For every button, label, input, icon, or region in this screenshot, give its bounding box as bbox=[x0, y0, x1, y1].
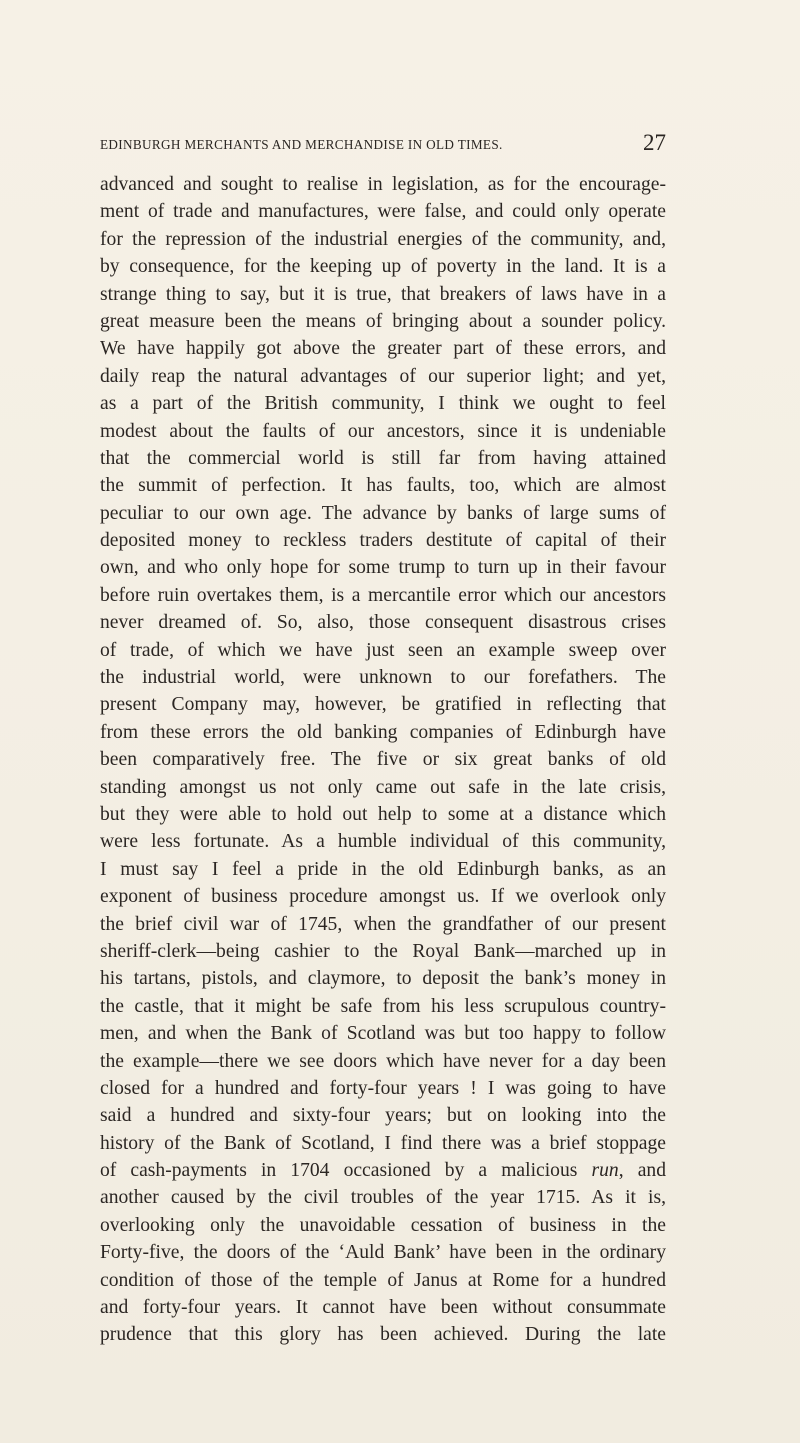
text-line: history of the Bank of Scotland, I find there was a brief stoppage bbox=[100, 1132, 666, 1154]
text-line: standing amongst us not only came out safe in the late crisis, bbox=[100, 776, 666, 798]
text-line: said a hundred and sixty-four years; but on looking into the bbox=[100, 1105, 666, 1127]
text-line: men, and when the Bank of Scotland was but too happy to follow bbox=[100, 1023, 666, 1045]
text-line: as a part of the British community, I think we ought to feel bbox=[100, 393, 666, 415]
text-line: overlooking only the unavoidable cessation of business in the bbox=[100, 1214, 666, 1236]
text-line: for the repression of the industrial energies of the community, and, bbox=[100, 228, 666, 250]
italic-word: run bbox=[591, 1160, 619, 1182]
text-line: that the commercial world is still far from having attained bbox=[100, 447, 666, 469]
text-line: the example—there we see doors which have never for a day been bbox=[100, 1050, 666, 1072]
text-line: strange thing to say, but it is true, that breakers of laws have in a bbox=[100, 283, 666, 305]
text-line: I must say I feel a pride in the old Edinburgh banks, as an bbox=[100, 858, 666, 880]
text-line: prudence that this glory has been achieved. During the late bbox=[100, 1324, 666, 1346]
running-title: EDINBURGH MERCHANTS AND MERCHANDISE IN OLD TIMES. bbox=[100, 137, 503, 152]
text-line: We have happily got above the greater part of these errors, and bbox=[100, 338, 666, 360]
text-line: sheriff-clerk—being cashier to the Royal Bank—marched up in bbox=[100, 940, 666, 962]
text-line: were less fortunate. As a humble individual of this community, bbox=[100, 831, 666, 853]
text-line: peculiar to our own age. The advance by banks of large sums of bbox=[100, 502, 666, 524]
text-line: Forty-five, the doors of the ‘Auld Bank’ have been in the ordinary bbox=[100, 1242, 666, 1264]
text-segment: , and bbox=[618, 1160, 667, 1182]
text-line: the castle, that it might be safe from his less scrupulous country- bbox=[100, 995, 666, 1017]
text-line: another caused by the civil troubles of the year 1715. As it is, bbox=[100, 1187, 666, 1209]
text-line: never dreamed of. So, also, those consequent disastrous crises bbox=[100, 612, 666, 634]
text-segment: of cash-payments in 1704 occasioned by a malicious bbox=[100, 1160, 592, 1182]
text-line: by consequence, for the keeping up of poverty in the land. It is a bbox=[100, 256, 666, 278]
text-line: deposited money to reckless traders destitute of capital of their bbox=[100, 530, 666, 552]
text-line: own, and who only hope for some trump to turn up in their favour bbox=[100, 557, 666, 579]
text-line: ment of trade and manufactures, were false, and could only operate bbox=[100, 201, 666, 223]
text-line: from these errors the old banking companies of Edinburgh have bbox=[100, 721, 666, 743]
text-line-with-italic bbox=[100, 1157, 666, 1184]
text-line: his tartans, pistols, and claymore, to deposit the bank’s money in bbox=[100, 968, 666, 990]
text-line: the brief civil war of 1745, when the grandfather of our present bbox=[100, 913, 666, 935]
text-line: modest about the faults of our ancestors, since it is undeniable bbox=[100, 420, 666, 442]
text-line: daily reap the natural advantages of our superior light; and yet, bbox=[100, 365, 666, 387]
text-line: present Company may, however, be gratified in reflecting that bbox=[100, 694, 666, 716]
text-line: advanced and sought to realise in legislation, as for the encourage- bbox=[100, 174, 666, 195]
text-line: the summit of perfection. It has faults, too, which are almost bbox=[100, 475, 666, 497]
text-line: before ruin overtakes them, is a mercantile error which our ancestors bbox=[100, 584, 666, 606]
page-number: 27 bbox=[643, 130, 666, 155]
text-line: and forty-four years. It cannot have been without consummate bbox=[100, 1297, 666, 1319]
running-head bbox=[100, 128, 666, 158]
body-text bbox=[100, 171, 666, 1349]
text-line: been comparatively free. The five or six great banks of old bbox=[100, 749, 666, 771]
text-line: the industrial world, were unknown to our forefathers. The bbox=[100, 667, 666, 689]
text-line: but they were able to hold out help to some at a distance which bbox=[100, 803, 666, 825]
text-line: closed for a hundred and forty-four years ! I was going to have bbox=[100, 1077, 666, 1099]
text-line: exponent of business procedure amongst us. If we overlook only bbox=[100, 886, 666, 908]
text-line: condition of those of the temple of Janus at Rome for a hundred bbox=[100, 1269, 666, 1291]
text-line: great measure been the means of bringing about a sounder policy. bbox=[100, 310, 666, 332]
text-line: of trade, of which we have just seen an example sweep over bbox=[100, 639, 666, 661]
